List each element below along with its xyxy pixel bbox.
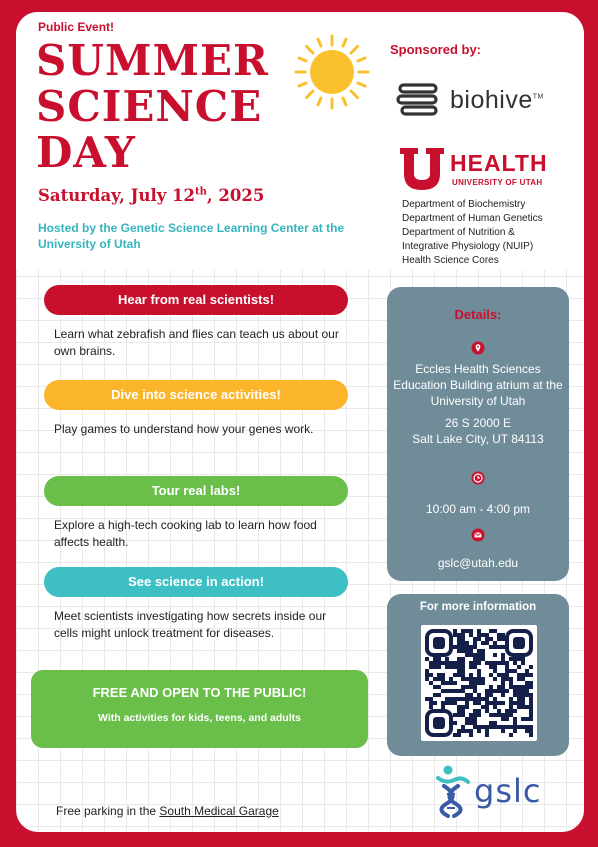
- date-main: Saturday, July 12: [38, 186, 196, 205]
- activity-heading-activities: Dive into science activities!: [44, 380, 348, 410]
- biohive-mark-icon: [396, 82, 442, 118]
- contact-email[interactable]: gslc@utah.edu: [437, 556, 519, 570]
- sun-icon: [292, 32, 372, 112]
- qr-code-icon: [421, 625, 537, 741]
- department-item: Health Science Cores: [402, 255, 499, 266]
- qr-code[interactable]: [421, 625, 537, 741]
- uhealth-wordmark: HEALTH: [450, 150, 548, 176]
- activity-heading-science-in-action: See science in action!: [44, 567, 348, 597]
- free-admission-title: FREE AND OPEN TO THE PUBLIC!: [92, 685, 307, 700]
- more-info-panel: [387, 594, 569, 756]
- date-year: , 2025: [206, 186, 265, 205]
- sponsored-by-label: Sponsored by:: [390, 42, 482, 57]
- parking-prefix: Free parking in the: [56, 804, 160, 818]
- department-item: Department of Nutrition &: [402, 227, 515, 238]
- biohive-wordmark: [450, 86, 544, 115]
- activity-description-scientists: Learn what zebrafish and flies can teach us about our own brains.: [54, 327, 339, 358]
- department-item: Integrative Physiology (NUIP): [402, 241, 534, 252]
- event-hours: 10:00 am - 4:00 pm: [425, 502, 531, 516]
- block-u-logo-icon: [398, 146, 446, 192]
- activity-description-activities: Play games to understand how your genes work.: [54, 422, 314, 436]
- street-address: 26 S 2000 E: [444, 416, 512, 430]
- activity-heading-labs: Tour real labs!: [44, 476, 348, 506]
- free-admission-banner: [31, 670, 368, 748]
- title-line-3: DAY: [36, 128, 136, 177]
- uhealth-subtitle: UNIVERSITY OF UTAH: [452, 178, 543, 187]
- clock-icon: [471, 471, 485, 485]
- venue-address: Eccles Health Sciences Education Building atrium at the University of Utah: [393, 362, 563, 408]
- parking-garage-link[interactable]: South Medical Garage: [159, 804, 279, 818]
- details-heading: Details:: [454, 307, 502, 322]
- parking-note: [56, 804, 279, 818]
- hosted-by: Hosted by the Genetic Science Learning Center at the University of Utah: [38, 221, 345, 251]
- department-item: Department of Human Genetics: [402, 213, 543, 224]
- department-list: [402, 198, 543, 268]
- department-item: Department of Biochemistry: [402, 199, 526, 210]
- dna-person-icon: [434, 764, 474, 818]
- free-admission-subtitle: With activities for kids, teens, and adults: [98, 712, 301, 724]
- biohive-tm: TM: [532, 93, 544, 101]
- more-info-title: For more information: [419, 601, 537, 613]
- gslc-logo: [434, 764, 544, 820]
- details-panel: [387, 287, 569, 581]
- city-address: Salt Lake City, UT 84113: [412, 432, 544, 446]
- biohive-name: biohive: [450, 85, 533, 114]
- activity-description-science-in-action: Meet scientists investigating how secrets inside our cells might unlock treatment for diseases.: [54, 609, 327, 640]
- event-eyebrow: Public Event!: [38, 20, 115, 34]
- location-pin-icon: [471, 341, 485, 355]
- gslc-wordmark: gslc: [474, 772, 542, 810]
- date-suffix: th: [195, 186, 207, 198]
- event-date: [38, 186, 264, 205]
- activity-description-labs: Explore a high-tech cooking lab to learn how food affects health.: [54, 518, 317, 549]
- event-title: [36, 38, 269, 176]
- activity-heading-scientists: Hear from real scientists!: [44, 285, 348, 315]
- title-line-1: SUMMER: [36, 36, 269, 85]
- biohive-logo: [396, 80, 571, 120]
- email-icon: [471, 528, 485, 542]
- flyer-page: [16, 12, 584, 832]
- university-of-utah-health-logo: [398, 146, 568, 192]
- title-line-2: SCIENCE: [36, 82, 263, 131]
